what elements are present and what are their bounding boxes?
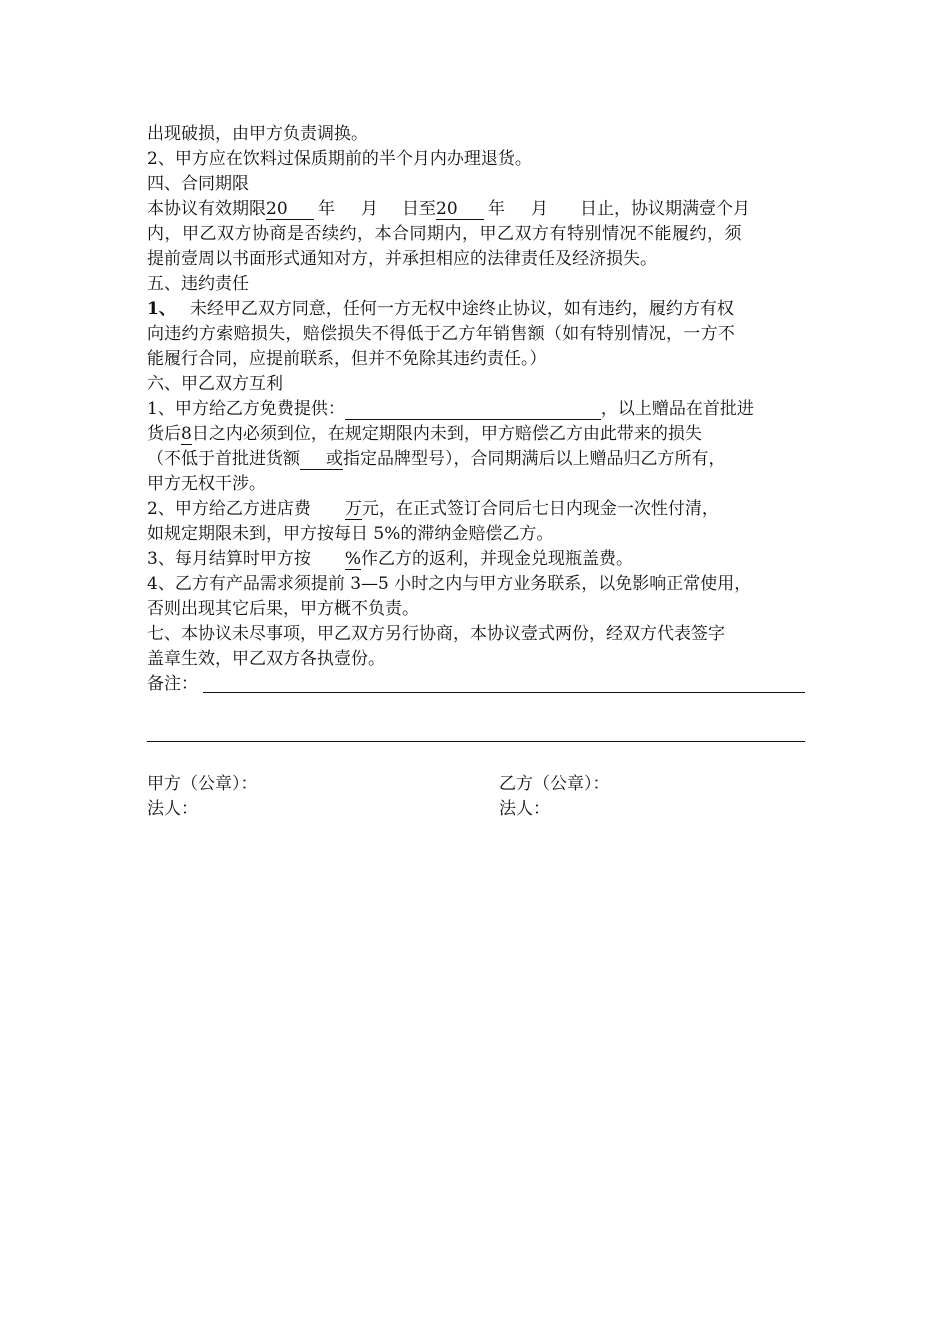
rebate-percent: % xyxy=(344,549,361,569)
paragraph: 七、本协议未尽事项，甲乙双方另行协商，本协议壹式两份，经双方代表签字 xyxy=(147,624,725,644)
paragraph: 4、乙方有产品需求须提前 3—5 小时之内与甲方业务联系，以免影响正常使用， xyxy=(147,574,752,594)
paragraph: 内，甲乙双方协商是否续约，本合同期内，甲乙双方有特别情况不能履约，须 xyxy=(147,224,742,244)
party-b-seal-label: 乙方（公章）： xyxy=(499,774,610,794)
paragraph: （不低于首批进货额 或指定品牌型号），合同期满后以上赠品归乙方所有， xyxy=(147,449,726,469)
party-a-seal-label: 甲方（公章）： xyxy=(147,774,258,794)
paragraph: 盖章生效，甲乙双方各执壹份。 xyxy=(147,649,385,669)
paragraph: 甲方无权干涉。 xyxy=(147,474,266,494)
contract-document xyxy=(147,122,807,697)
paragraph: 向违约方索赔损失，赔偿损失不得低于乙方年销售额（如有特别情况，一方不 xyxy=(147,324,736,344)
remarks-line-1 xyxy=(203,692,805,693)
days-value: 8 xyxy=(181,424,192,444)
paragraph: 提前壹周以书面形式通知对方，并承担相应的法律责任及经济损失。 xyxy=(147,249,657,269)
party-b-legal-label: 法人： xyxy=(499,799,550,819)
section-heading: 四、合同期限 xyxy=(147,174,249,194)
paragraph: 如规定期限未到，甲方按每日 5%的滞纳金赔偿乙方。 xyxy=(147,524,554,544)
contract-term-line: 本协议有效期限20 年 月 日至20 年 月 日止，协议期满壹个月 xyxy=(147,199,750,219)
year-blank-start: 20 xyxy=(266,199,314,220)
remarks-label: 备注： xyxy=(147,674,198,694)
paragraph: 否则出现其它后果，甲方概不负责。 xyxy=(147,599,419,619)
rebate-line: 3、每月结算时甲方按 %作乙方的返利，并现金兑现瓶盖费。 xyxy=(147,549,633,569)
gift-blank xyxy=(345,399,601,420)
party-a-legal-label: 法人： xyxy=(147,799,198,819)
paragraph: 1、 未经甲乙双方同意，任何一方无权中途终止协议，如有违约，履约方有权 xyxy=(147,299,734,319)
section-heading: 六、甲乙双方互利 xyxy=(147,374,283,394)
paragraph: 2、甲方应在饮料过保质期前的半个月内办理退货。 xyxy=(147,149,532,169)
free-gift-line: 1、甲方给乙方免费提供： ，以上赠品在首批进 xyxy=(147,399,754,419)
section-heading: 五、违约责任 xyxy=(147,274,249,294)
paragraph: 能履行合同，应提前联系，但并不免除其违约责任。） xyxy=(147,349,547,369)
paragraph: 货后8日之内必须到位，在规定期限内未到，甲方赔偿乙方由此带来的损失 xyxy=(147,424,702,444)
year-blank-end: 20 xyxy=(436,199,484,220)
paragraph: 出现破损，由甲方负责调换。 xyxy=(147,124,368,144)
fee-unit: 万 xyxy=(344,499,362,519)
remarks-line-2 xyxy=(147,741,805,742)
entry-fee-line: 2、甲方给乙方进店费 万元，在正式签订合同后七日内现金一次性付清， xyxy=(147,499,719,519)
amount-blank xyxy=(300,449,326,470)
